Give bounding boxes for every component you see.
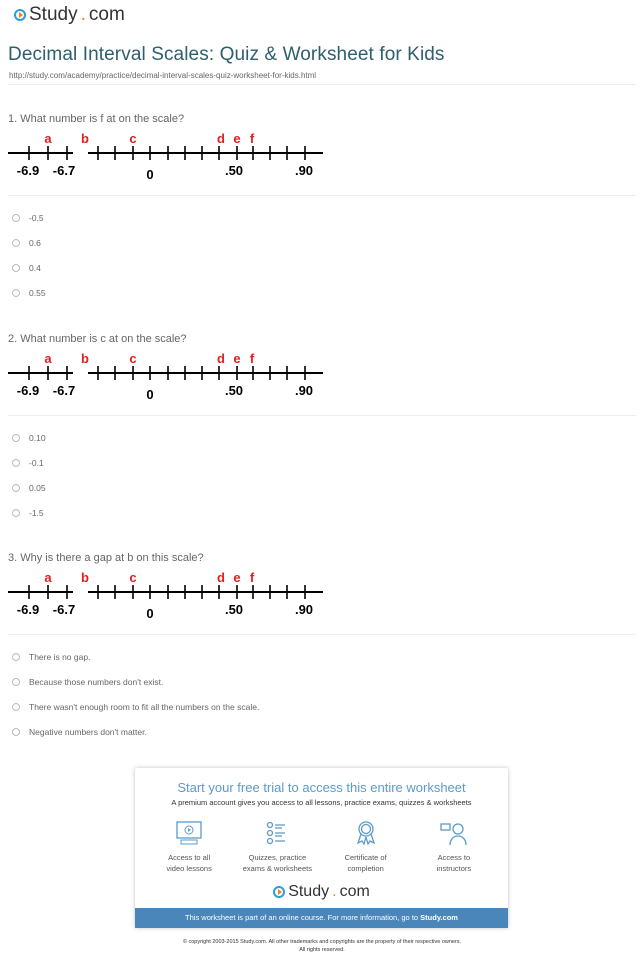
- scale-letter-d: d: [217, 570, 225, 585]
- scale-number: .90: [294, 383, 314, 398]
- scale-letter-a: a: [44, 351, 52, 366]
- scale-number: 0: [146, 167, 154, 182]
- number-line-scale: [0, 566, 340, 628]
- scale-letter-c: c: [129, 351, 137, 366]
- answer-option[interactable]: -1.5: [12, 508, 44, 518]
- scale-number: .50: [224, 163, 244, 178]
- promo-title[interactable]: Start your free trial to access this entire worksheet: [177, 780, 466, 795]
- radio-button[interactable]: [12, 484, 20, 492]
- scale-letter-e: e: [233, 351, 241, 366]
- scale-letter-f: f: [249, 131, 255, 146]
- number-line-scale: [0, 347, 340, 409]
- quiz-list-icon: [263, 819, 291, 847]
- scale-letter-a: a: [44, 570, 52, 585]
- study-logo[interactable]: Study . com: [14, 4, 125, 26]
- scale-number: -6.7: [52, 383, 76, 398]
- promo-subtitle: A premium account gives you access to all lessons, practice exams, quizzes & worksheets: [171, 798, 472, 807]
- scale-letter-c: c: [129, 131, 137, 146]
- answer-option[interactable]: -0.5: [12, 213, 44, 223]
- answer-option[interactable]: Because those numbers don't exist.: [12, 677, 163, 687]
- radio-button[interactable]: [12, 289, 20, 297]
- feature-video: Access to all video lessons: [145, 819, 233, 874]
- scale-number: 0: [146, 606, 154, 621]
- radio-button[interactable]: [12, 459, 20, 467]
- scale-number: 0: [146, 387, 154, 402]
- scale-letter-d: d: [217, 351, 225, 366]
- play-icon: [14, 9, 26, 21]
- scale-number: -6.7: [52, 602, 76, 617]
- number-line-scale: [0, 127, 340, 189]
- scale-number: -6.7: [52, 163, 76, 178]
- video-lesson-icon: [175, 819, 203, 847]
- scale-letter-d: d: [217, 131, 225, 146]
- scale-number: .90: [294, 602, 314, 617]
- answer-option[interactable]: 0.10: [12, 433, 46, 443]
- radio-button[interactable]: [12, 703, 20, 711]
- answer-option[interactable]: 0.6: [12, 238, 41, 248]
- answer-option[interactable]: 0.4: [12, 263, 41, 273]
- question-2-text: 2. What number is c at on the scale?: [8, 333, 187, 345]
- question-3-text: 3. Why is there a gap at b on this scale?: [8, 552, 204, 564]
- course-info-band: This worksheet is part of an online course. For more information, go to Study.com: [135, 908, 508, 928]
- answer-option[interactable]: There wasn't enough room to fit all the numbers on the scale.: [12, 702, 259, 712]
- instructor-icon: [440, 819, 468, 847]
- scale-letter-f: f: [249, 351, 255, 366]
- scale-letter-e: e: [233, 131, 241, 146]
- play-icon: [273, 886, 285, 898]
- page-title: Decimal Interval Scales: Quiz & Worksheet for Kids: [8, 44, 445, 65]
- feature-certificate: Certificate of completion: [322, 819, 410, 874]
- radio-button[interactable]: [12, 239, 20, 247]
- radio-button[interactable]: [12, 653, 20, 661]
- radio-button[interactable]: [12, 214, 20, 222]
- radio-button[interactable]: [12, 264, 20, 272]
- radio-button[interactable]: [12, 434, 20, 442]
- scale-number: .90: [294, 163, 314, 178]
- scale-number: -6.9: [16, 602, 40, 617]
- scale-letter-a: a: [44, 131, 52, 146]
- divider: [8, 84, 636, 85]
- answer-option[interactable]: 0.55: [12, 288, 46, 298]
- scale-number: -6.9: [16, 163, 40, 178]
- study-link[interactable]: Study.com: [420, 913, 458, 922]
- promo-box: [135, 768, 508, 928]
- radio-button[interactable]: [12, 728, 20, 736]
- scale-letter-e: e: [233, 570, 241, 585]
- answer-option[interactable]: -0.1: [12, 458, 44, 468]
- divider: [8, 195, 636, 196]
- question-1-text: 1. What number is f at on the scale?: [8, 113, 185, 125]
- scale-letter-b: b: [81, 570, 89, 585]
- answer-option[interactable]: 0.05: [12, 483, 46, 493]
- scale-letter-c: c: [129, 570, 137, 585]
- promo-logo: Study . com: [135, 883, 508, 901]
- answer-option[interactable]: There is no gap.: [12, 652, 90, 662]
- divider: [8, 634, 636, 635]
- scale-number: .50: [224, 383, 244, 398]
- feature-instructors: Access to instructors: [410, 819, 498, 874]
- answer-option[interactable]: Negative numbers don't matter.: [12, 727, 147, 737]
- scale-letter-b: b: [81, 351, 89, 366]
- scale-letter-f: f: [249, 570, 255, 585]
- copyright: © copyright 2003-2015 Study.com. All other trademarks and copyrights are the property of their respective owners. All rights reserved.: [182, 939, 462, 953]
- feature-quizzes: Quizzes, practice exams & worksheets: [233, 819, 321, 874]
- certificate-icon: [352, 819, 380, 847]
- radio-button[interactable]: [12, 509, 20, 517]
- radio-button[interactable]: [12, 678, 20, 686]
- divider: [8, 415, 636, 416]
- page-url: http://study.com/academy/practice/decimal-interval-scales-quiz-worksheet-for-kids.html: [9, 71, 317, 80]
- scale-letter-b: b: [81, 131, 89, 146]
- scale-number: -6.9: [16, 383, 40, 398]
- scale-number: .50: [224, 602, 244, 617]
